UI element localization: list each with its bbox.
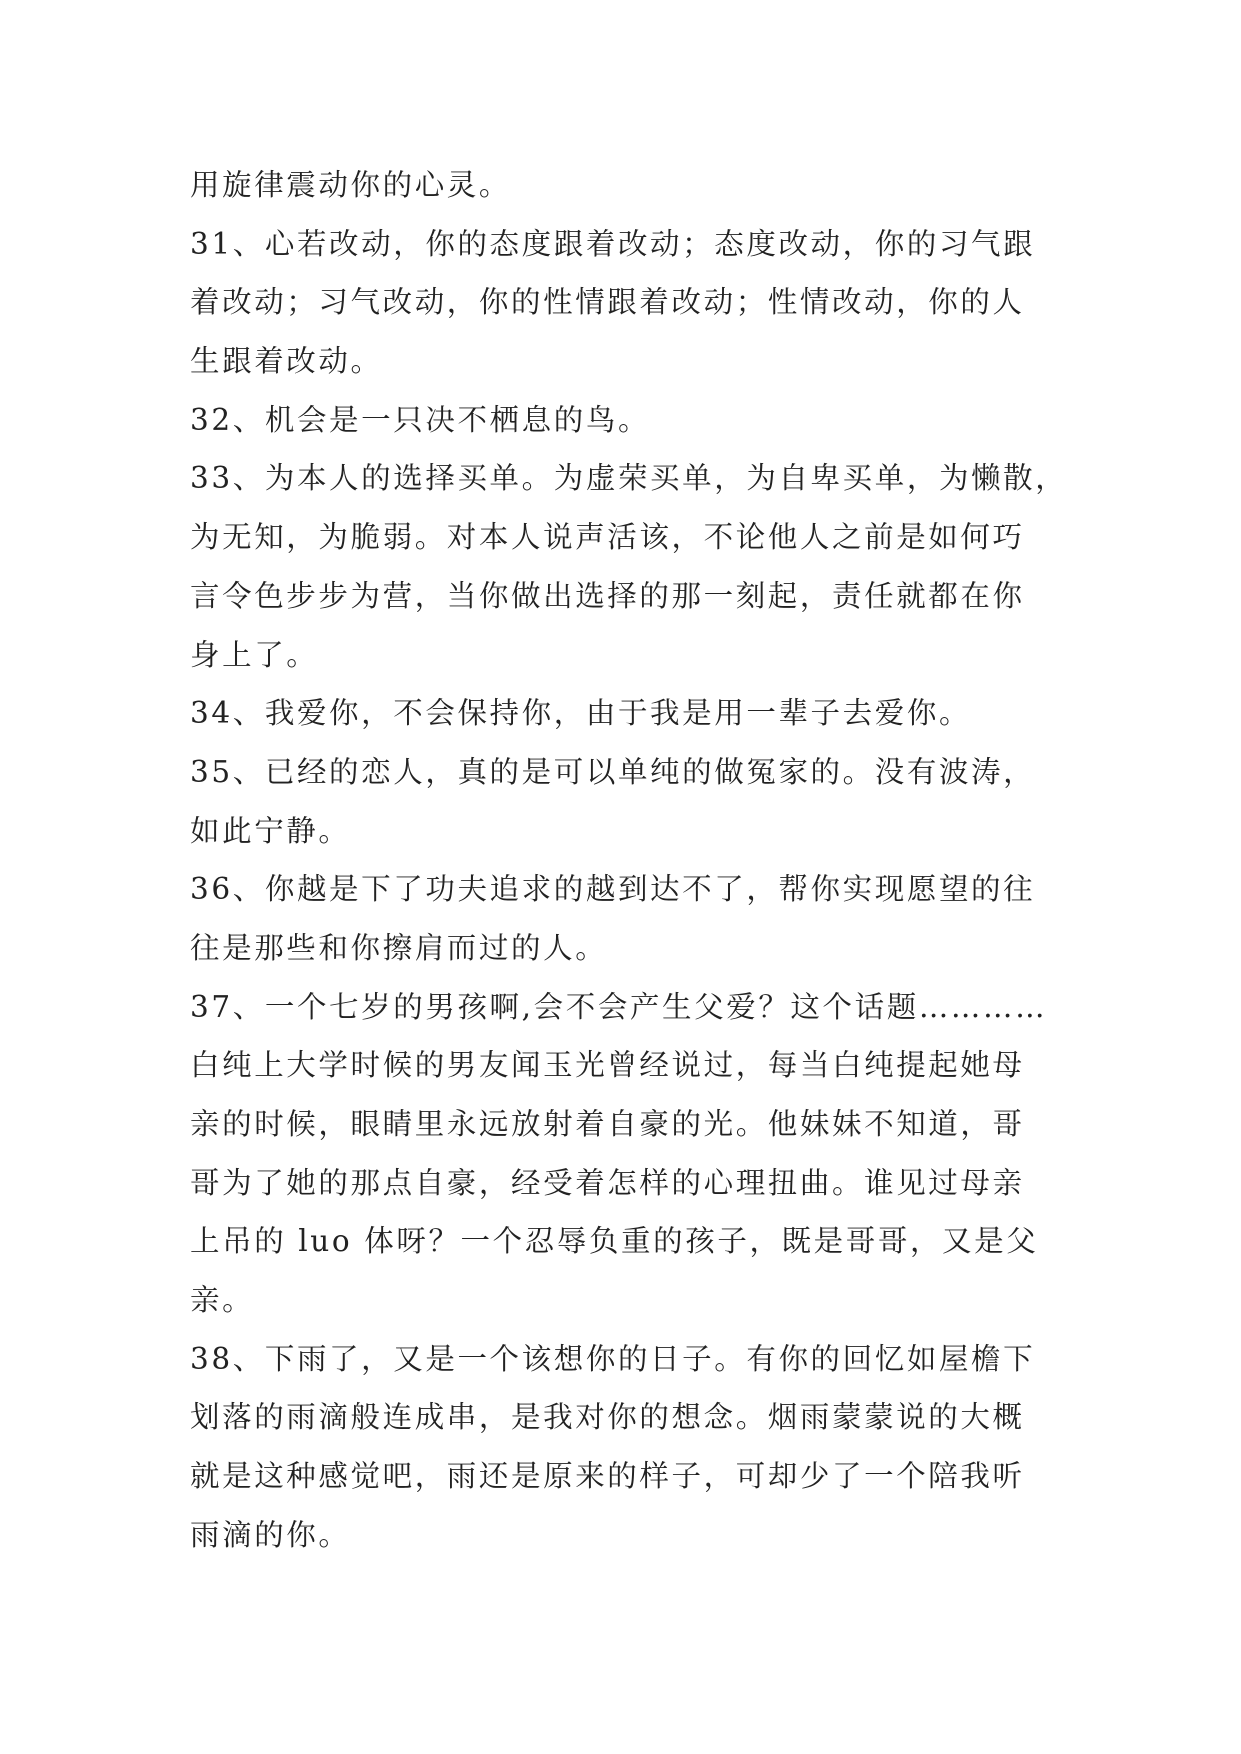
- text-line: 如此宁静。: [190, 813, 351, 848]
- text-line: 31、心若改动，你的态度跟着改动；态度改动，你的习气跟: [190, 226, 1036, 261]
- text-line: 就是这种感觉吧，雨还是原来的样子，可却少了一个陪我听: [190, 1459, 1025, 1494]
- text-line: 着改动；习气改动，你的性情跟着改动；性情改动，你的人: [190, 285, 1025, 320]
- text-line: 35、已经的恋人，真的是可以单纯的做冤家的。没有波涛，: [190, 754, 1036, 789]
- text-line: 言令色步步为营，当你做出选择的那一刻起，责任就都在你: [190, 578, 1025, 613]
- text-line: 33、为本人的选择买单。为虚荣买单，为自卑买单，为懒散，: [190, 461, 1068, 496]
- text-line: 38、下雨了，又是一个该想你的日子。有你的回忆如屋檐下: [190, 1341, 1036, 1376]
- text-line: 36、你越是下了功夫追求的越到达不了，帮你实现愿望的往: [190, 872, 1036, 907]
- text-line: 亲的时候，眼睛里永远放射着自豪的光。他妹妹不知道，哥: [190, 1107, 1025, 1141]
- text-line: 雨滴的你。: [190, 1517, 351, 1552]
- text-line: 身上了。: [190, 637, 319, 672]
- text-line: 为无知，为脆弱。对本人说声活该，不论他人之前是如何巧: [190, 520, 1025, 555]
- text-line: 37、一个七岁的男孩啊,会不会产生父爱？这个话题…………: [190, 989, 1048, 1024]
- text-line: 用旋律震动你的心灵。: [190, 168, 512, 202]
- text-line: 32、机会是一只决不栖息的鸟。: [190, 402, 651, 437]
- text-line: 哥为了她的那点自豪，经受着怎样的心理扭曲。谁见过母亲: [190, 1165, 1025, 1200]
- text-line: 白纯上大学时候的男友闻玉光曾经说过，每当白纯提起她母: [190, 1048, 1025, 1083]
- text-line: 34、我爱你，不会保持你，由于我是用一辈子去爱你。: [190, 696, 972, 731]
- document-body: [190, 156, 1070, 1565]
- text-line: 亲。: [190, 1283, 255, 1318]
- text-line: 上吊的 luo 体呀？一个忍辱负重的孩子，既是哥哥，又是父: [190, 1224, 1039, 1259]
- text-line: 生跟着改动。: [190, 344, 383, 379]
- text-line: 划落的雨滴般连成串，是我对你的想念。烟雨蒙蒙说的大概: [190, 1400, 1025, 1435]
- text-line: 往是那些和你擦肩而过的人。: [190, 930, 608, 965]
